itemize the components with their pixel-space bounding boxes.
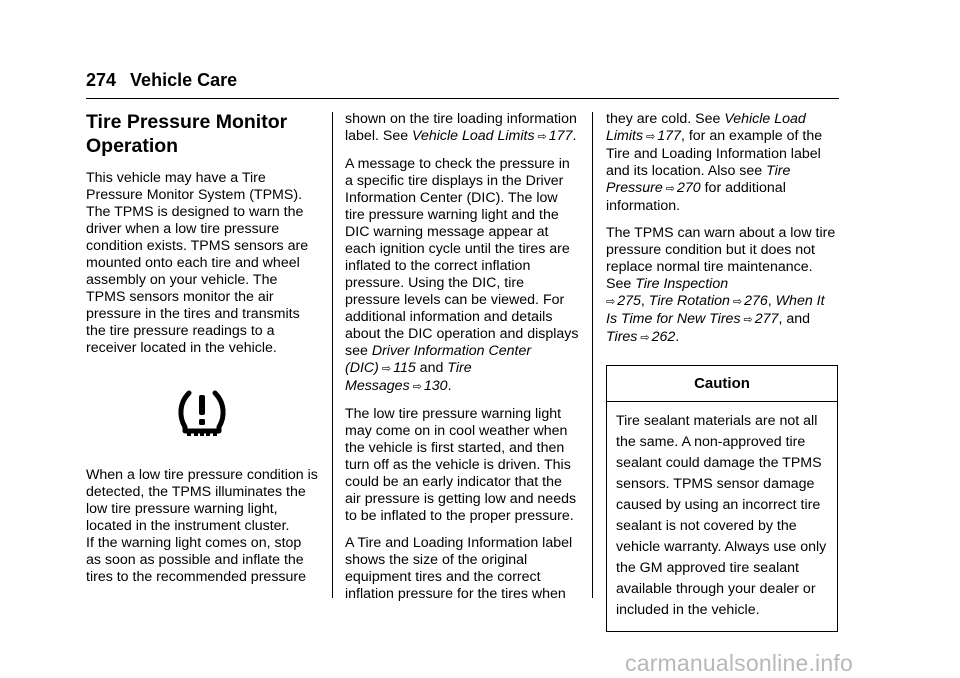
tire-pressure-warning-icon xyxy=(175,387,229,437)
page-reference[interactable]: 276 xyxy=(744,293,768,309)
caution-text: Tire sealant materials are not all the same. A non-approved tire sealant could damage the TPMS sensors. TPMS sensor damage caused by using an incorrect tire sealant is not covered by the vehicle warranty. Always use only the GM approved tire sealant available through your dealer or included in the vehicle. xyxy=(616,413,827,618)
section-title: Tire Pressure Monitor Operation xyxy=(86,111,288,157)
cross-reference-link[interactable]: Vehicle Load Limits xyxy=(606,111,806,144)
caution-box xyxy=(606,365,838,632)
caution-heading: Caution xyxy=(607,366,837,402)
icon-container xyxy=(86,387,318,437)
paragraph: This vehicle may have a Tire Pressure Monitor System (TPMS). The TPMS is designed to warn the driver when a low tire pressure condition exists. TPMS sensors are mounted onto each tire and wheel assembly on your vehicle. The TPMS sensors monitor the air pressure in the tires and transmits the tire pressure readings to a receiver located in the vehicle. xyxy=(86,170,309,356)
text: , and xyxy=(778,311,810,327)
page-ref-arrow-icon: ⇨ xyxy=(640,332,650,344)
page-number: 274 xyxy=(86,70,117,90)
page-ref-arrow-icon: ⇨ xyxy=(412,381,422,393)
column-divider xyxy=(592,112,593,598)
page-reference[interactable]: 177 xyxy=(657,128,681,144)
page-reference[interactable]: 177 xyxy=(548,128,573,144)
page-header xyxy=(86,70,237,91)
cross-reference-link[interactable]: When It Is Time for New Tires xyxy=(606,293,825,327)
paragraph xyxy=(606,111,839,215)
paragraph: If the warning light comes on, stop as soon as possible and inflate the tires to the recommended pressure xyxy=(86,535,307,585)
text: shown on the tire loading information label. See xyxy=(345,111,577,144)
page-reference[interactable]: 130 xyxy=(423,378,448,394)
page-reference[interactable]: 262 xyxy=(651,329,676,345)
cross-reference-link[interactable]: Tire Inspection xyxy=(635,276,729,292)
column-2 xyxy=(345,111,581,613)
page-reference[interactable]: 277 xyxy=(754,311,779,327)
text: they are cold. See xyxy=(606,111,725,127)
paragraph: The TPMS can warn about a low tire pressure condition but it does not replace normal tire maintenance. See Tire Inspection ⇨ 275, Tire Rotation ⇨ 276, When It Is Time for New Tires ⇨ 277, and Tires ⇨ 262. xyxy=(606,225,836,345)
paragraph: shown on the tire loading information label. See Vehicle Load Limits ⇨ 177. xyxy=(345,111,577,144)
cross-reference-link[interactable]: Vehicle Load Limits xyxy=(412,128,535,144)
text: for additional information. xyxy=(606,180,786,214)
section-name: Vehicle Care xyxy=(130,70,238,90)
page-ref-arrow-icon: ⇨ xyxy=(743,314,753,326)
watermark: carmanualsonline.info xyxy=(625,650,853,676)
cross-reference-link[interactable]: Tire Rotation xyxy=(648,293,730,309)
paragraph: A Tire and Loading Information label shows the size of the original equipment tires and the correct inflation pressure for the tires when xyxy=(345,535,573,602)
page-ref-arrow-icon: ⇨ xyxy=(732,296,743,308)
page-ref-arrow-icon: ⇨ xyxy=(665,183,675,195)
page-reference[interactable]: 270 xyxy=(677,180,701,196)
text: , for an example of the Tire and Loading Information label and its location. Also see xyxy=(606,128,823,179)
cross-reference-link[interactable]: Tire Messages xyxy=(345,360,472,394)
text: A message to check the pressure in a specific tire displays in the Driver Information Center (DIC). The low tire pressure warning light and the DIC warning message appear at each ignition cycle until the tires are inflated to the correct inflation pressure. Using the DIC, tire pressure levels can be viewed. For additional information and details about the DIC operation and displays see xyxy=(345,156,579,359)
text: and xyxy=(415,360,448,376)
column-1 xyxy=(86,110,318,596)
paragraph: The low tire pressure warning light may come on in cool weather when the vehicle is first started, and then turn off as the vehicle is driven. This could be an early indicator that the air pressure is getting low and needs to be inflated to the proper pressure. xyxy=(345,406,577,524)
text: The TPMS can warn about a low tire pressure condition but it does not replace normal tire maintenance. See xyxy=(606,225,836,292)
header-rule xyxy=(86,98,839,99)
page-ref-arrow-icon: ⇨ xyxy=(381,363,392,375)
cross-reference-link[interactable]: Tire Pressure xyxy=(606,163,791,196)
page-ref-arrow-icon: ⇨ xyxy=(646,131,656,143)
column-3 xyxy=(606,111,839,632)
page-reference[interactable]: 115 xyxy=(393,360,416,376)
page-ref-arrow-icon: ⇨ xyxy=(537,131,547,143)
cross-reference-link[interactable]: Tires xyxy=(606,329,638,345)
paragraph: A message to check the pressure in a specific tire displays in the Driver Information Center (DIC). The low tire pressure warning light and the DIC warning message appear at each ignition cycle until the tires are inflated to the correct inflation pressure. Using the DIC, tire pressure levels can be viewed. For additional information and details about the DIC operation and displays see Driver Information Center (DIC) ⇨ 115 and Tire Messages ⇨ 130. xyxy=(345,156,579,394)
page-ref-arrow-icon: ⇨ xyxy=(606,296,616,308)
column-divider xyxy=(332,112,333,598)
cross-reference-link[interactable]: Driver Information Center (DIC) xyxy=(345,343,532,376)
paragraph: When a low tire pressure condition is detected, the TPMS illuminates the low tire pressure warning light, located in the instrument cluster. xyxy=(86,467,318,534)
page-reference[interactable]: 275 xyxy=(617,293,641,309)
